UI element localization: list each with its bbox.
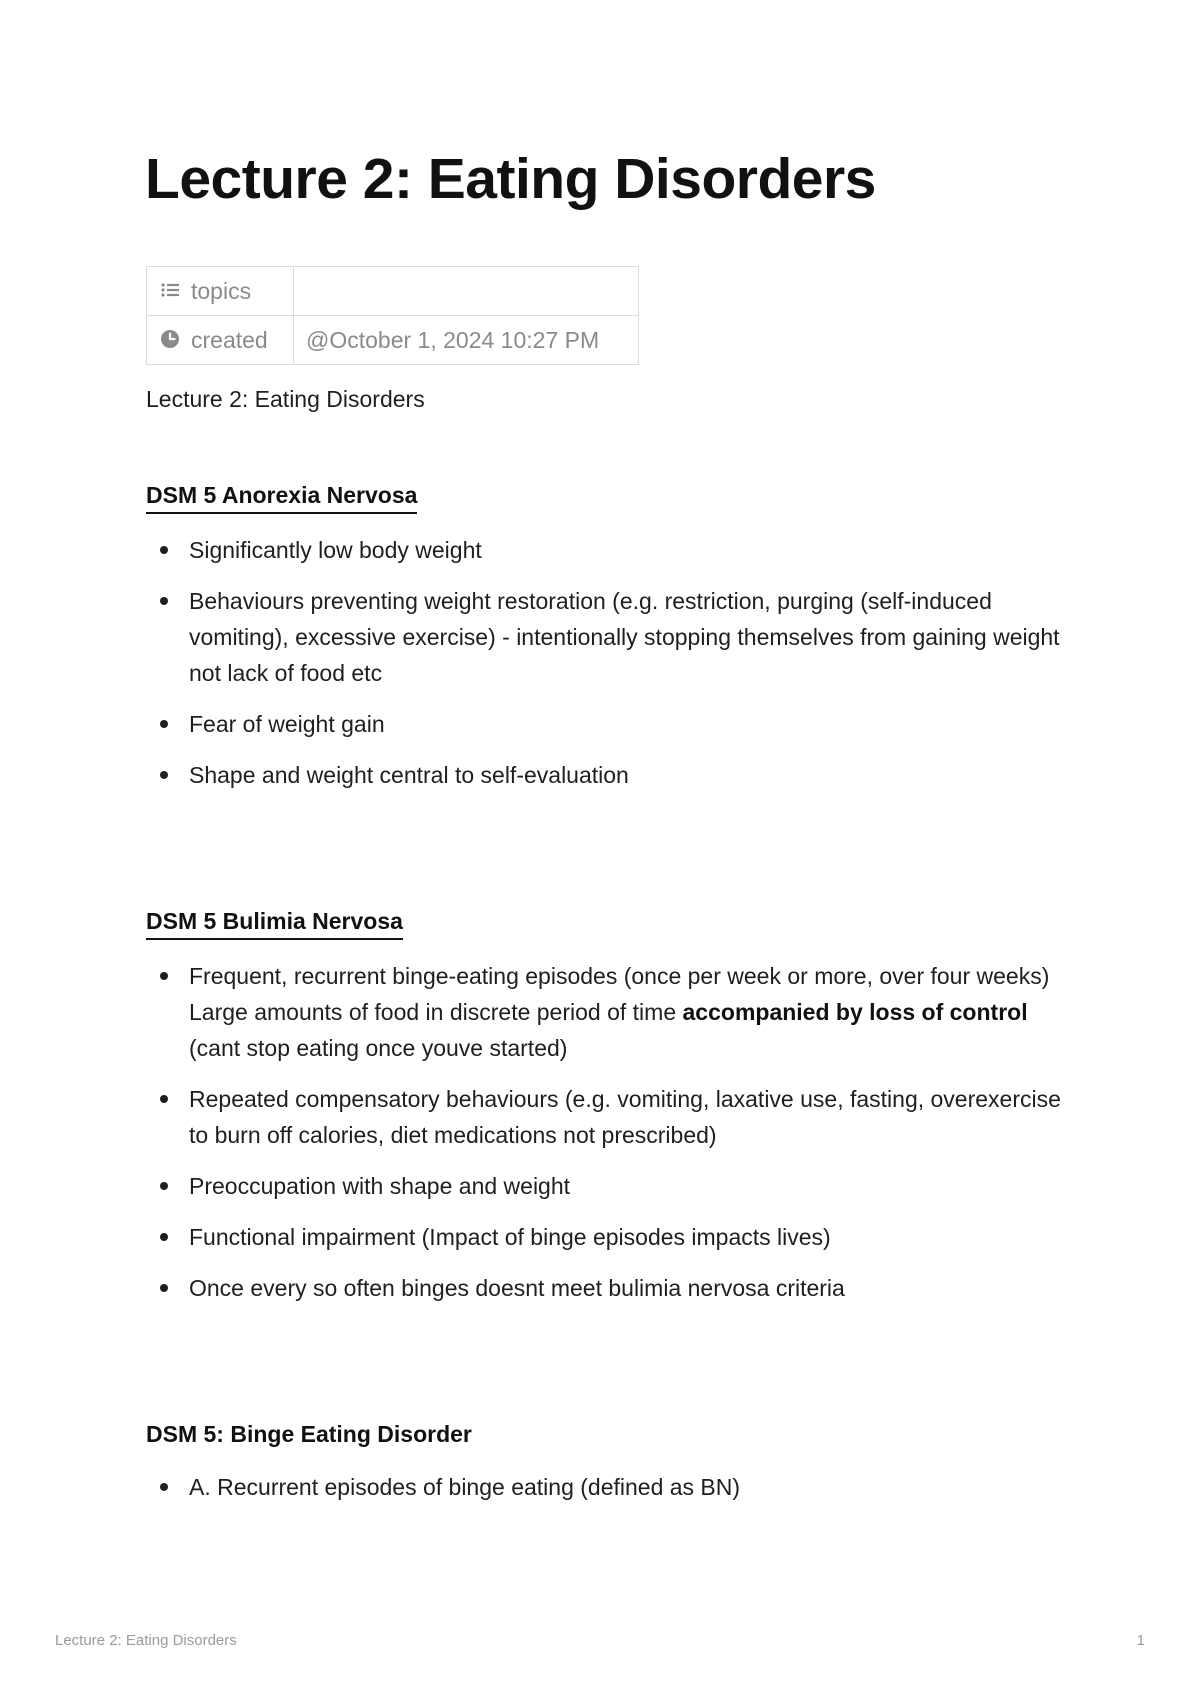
list-item (146, 532, 1066, 568)
bullet-icon (160, 1182, 168, 1190)
section-binge-eating (146, 1421, 1066, 1520)
page-number: 1 (1136, 1632, 1145, 1649)
intro-text: Lecture 2: Eating Disorders (146, 386, 425, 412)
bullet-icon (160, 1095, 168, 1103)
section-heading: DSM 5: Binge Eating Disorder (146, 1421, 472, 1447)
list-item-text: Functional impairment (Impact of binge episodes impacts lives) (189, 1224, 831, 1250)
list-item-text: Frequent, recurrent binge-eating episodes (once per week or more, over four weeks) Large amounts of food in discrete period of time (189, 963, 1050, 1025)
list-item (146, 1219, 1066, 1255)
clock-icon (159, 328, 181, 350)
list-item-text: Preoccupation with shape and weight (189, 1173, 571, 1199)
bullet-icon (160, 597, 168, 605)
property-value-created[interactable]: @October 1, 2024 10:27 PM (294, 316, 639, 365)
bullet-icon (160, 546, 168, 554)
list-item (146, 1469, 1066, 1505)
list-item-bold-text: accompanied by loss of control (682, 999, 1028, 1025)
list-item-text: Repeated compensatory behaviours (e.g. vomiting, laxative use, fasting, overexercise to burn off calories, diet medications not prescribed) (189, 1086, 1061, 1148)
list-item-text: Significantly low body weight (189, 537, 482, 563)
list-item (146, 1270, 1066, 1306)
list-item (146, 706, 1066, 742)
list-item-text: Behaviours preventing weight restoration (e.g. restriction, purging (self-induced vomiting), excessive exercise) - intentionally stopping themselves from gaining weight not lack of food etc (189, 588, 1060, 686)
property-key (147, 267, 294, 316)
bullet-icon (160, 972, 168, 980)
list-item (146, 958, 1066, 1066)
list-item (146, 583, 1066, 691)
property-key-label: created (191, 326, 268, 353)
list-item (146, 1081, 1066, 1153)
list-item-text: A. Recurrent episodes of binge eating (defined as BN) (189, 1474, 741, 1500)
bullet-icon (160, 771, 168, 779)
property-key (147, 316, 294, 365)
bullet-icon (160, 1284, 168, 1292)
list-item-text: (cant stop eating once youve started) (189, 1035, 568, 1061)
bullet-icon (160, 1483, 168, 1491)
list-item (146, 757, 1066, 793)
bullet-icon (160, 1233, 168, 1241)
section-anorexia (146, 482, 1066, 808)
property-row-created (147, 316, 639, 365)
list-item-text: Once every so often binges doesnt meet bulimia nervosa criteria (189, 1275, 845, 1301)
list-item-text: Fear of weight gain (189, 711, 385, 737)
page-title: Lecture 2: Eating Disorders (145, 147, 876, 211)
list-icon (159, 279, 181, 301)
section-bulimia (146, 908, 1066, 1321)
property-row-topics (147, 267, 639, 316)
bullet-list (146, 532, 1066, 793)
bullet-list (146, 958, 1066, 1306)
bullet-icon (160, 720, 168, 728)
properties-table (146, 266, 639, 365)
list-item-text: Shape and weight central to self-evaluation (189, 762, 629, 788)
section-heading: DSM 5 Anorexia Nervosa (146, 482, 417, 514)
list-item (146, 1168, 1066, 1204)
footer-title: Lecture 2: Eating Disorders (55, 1632, 237, 1649)
bullet-list (146, 1469, 1066, 1505)
section-heading: DSM 5 Bulimia Nervosa (146, 908, 403, 940)
property-value[interactable] (294, 267, 639, 316)
property-key-label: topics (191, 277, 252, 304)
